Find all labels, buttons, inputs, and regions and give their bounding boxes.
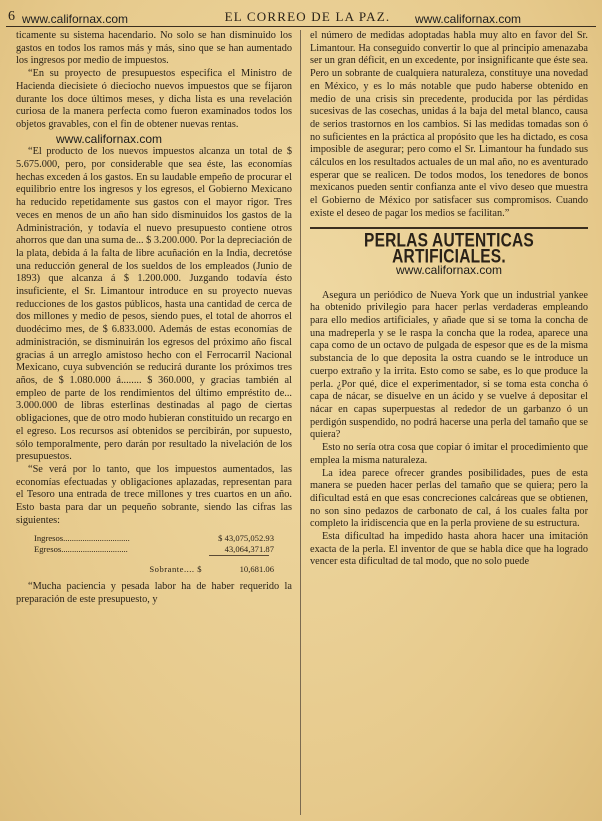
figures-row-ingresos <box>34 533 292 544</box>
figures-row-sobrante <box>34 564 292 575</box>
article-paragraph: Esta dificultad ha impedido hasta ahora hacer una imitación exacta de la perla. El inventor de que se habla dice que ha logrado vencer esta dificultad de tal modo, que no solo puede <box>310 531 588 568</box>
watermark-text: www.californax.com <box>395 262 503 277</box>
article-paragraph: “Mucha paciencia y pesada labor ha de haber requerido la preparación de este presupuesto, y <box>16 580 292 605</box>
sobrante-value: 10,681.06 <box>239 564 274 575</box>
budget-figures <box>34 533 292 575</box>
article-paragraph: Esto no sería otra cosa que copiar ó imitar el procedimiento que emplea la misma naturaleza. <box>310 442 588 466</box>
sobrante-label: Sobrante.... $ <box>149 564 202 575</box>
article-paragraph: ticamente su sistema hacendario. No solo se han disminuido los gastos en todos los ramos más y más, sino que se han aumentado los ingresos por medio de impuestos. <box>16 30 292 67</box>
article-title: PERLAS AUTENTICAS ARTIFICIALES. <box>364 229 534 267</box>
ingresos-label: Ingresos............................... <box>34 533 130 544</box>
header-rule <box>6 26 596 27</box>
article-paragraph: Asegura un periódico de Nueva York que un industrial yankee ha obtenido privilegio para hacer perlas verdaderas empleando para ello medios artificiales, y añade que si se toma la concha de una madreperla y se le raspa la concha que la rodea, aparece una capa como de un octavo de pulgada de espesor que es de la misma substancia de lo que deposita la ostra cuando se le introduce un cuerpo extraño y la irrita. Esto como se sabe, es lo que produce la perla. ¿Por qué, dice el experimentador, si se toma esta concha ó capa de nácar, se disuelve en un ácido y se vuelve á depositar el nácar en capas superpuestas al rededor de un garbanzo ó un perdigón suspendido, no podrá hacerse una perla del tamaño que se quiera? <box>310 289 588 441</box>
left-column <box>16 30 292 816</box>
header-watermark-left: www.californax.com <box>22 12 129 26</box>
masthead: EL CORREO DE LA PAZ. <box>224 9 391 24</box>
column-divider <box>300 30 301 815</box>
article-paragraph: “El producto de los nuevos impuestos alcanza un total de $ 5.675.000, pero, por considerable que sea éste, las economías hechas exceden á los gastos. En su laudable empeño de procurar el equilibrio entre los ingresos y los egresos, el Gobierno Mexicano ha reducido repetidamente sus gastos con el mayor rigor. Tres veces en menos de un año han sido disminuidos los gastos de la Administración, y todavía el nuevo presupuesto contiene otros ahorros que dan una suma de... $ 3.200.000. Por la depreciación de la plata, debida á la falta de libre acuñación en la India, decretóse una reducción general de los sueldos de los empleados (Junio de 1893) que alcanza á $ 1.200.000. Juzgando todavía ésto insuficiente, el Sr. Limantour introduce en su proyecto nuevas reducciones de los gastos públicos, hasta una cantidad de cerca de dos millones y medio de pesos, siendo pues, el total de ahorros el duodécimo mes, de $ 6.833.000. Además de estas economías de administración, se disminuirán los egresos del próximo año fiscal gracias á un arreglo amistoso hecho con el Ferrocarril Nacional Mexicano, cuya subvención se reducirá durante los próximos tres años, de $ 1.080.000 á........ $ 360.000, y gracias también al empleo de parte de los rendimientos del último empréstito de... 3.000.000 de libras esterlinas destinadas al pago de ciertas obligaciones, que de otro modo hubieran constituido un recargo en el egreso. Los recursos así obtenidos se percibirán, por supuesto, sólo temporalmente, pero darán por resultado la nivelación de los presupuestos. <box>16 146 292 463</box>
title-spacer <box>310 278 588 290</box>
egresos-value: 43,064,371.87 <box>224 543 274 554</box>
figures-row-egresos <box>34 544 292 555</box>
figures-separator <box>209 555 269 556</box>
page-number: 6 <box>8 9 15 24</box>
article-paragraph: La idea parece ofrecer grandes posibilidades, pues de esta manera se pueden hacer perlas del tamaño que se quiera; pero la dificultad está en que esas concreciones calcáreas que se obtienen, no son sino pedazos de carbonato de cal, á los cuales falta por completo la iridiscencia que en la perla proviene de su estructura. <box>310 467 588 530</box>
header-watermark-right: www.californax.com <box>415 12 522 26</box>
ingresos-value: $ 43,075,052.93 <box>218 533 274 544</box>
watermark-text: www.californax.com <box>56 131 163 146</box>
egresos-label: Egresos............................... <box>34 543 128 554</box>
right-column <box>310 30 588 816</box>
article-paragraph: “En su proyecto de presupuestos especifica el Ministro de Hacienda diecisiete ó dieciocho nuevos impuestos que se fijaron durante los doce últimos meses, y dicha lista es una revelación curiosa de la manera perfecta como fueron examinados todos los objetos gravables, con el fin de obtener nuevas rentas. <box>16 68 292 130</box>
article-paragraph: el número de medidas adoptadas habla muy alto en favor del Sr. Limantour. Ha conseguido convertir lo que al principio amenazaba ser un gran déficit, en un excedente, por insignificante que éste sea. Pero un sobrante de cualquiera naturaleza, constituye una novedad en México, y es lo más notable que pudo haberse obtenido en medio de una crisis sin precedente, producida por las pérdidas sucesivas de las cosechas, unidas á la baja del metal blanco, causa de serios trastornos en los cambios. Si las medidas tomadas son ó no suficientes en la práctica al propósito que les ha dictado, es cosa imposible de asegurar; pero como el Sr. Limantour ha fundado sus cálculos en los resultados actuales de un mal año, no es aventurado esperar que se realicen. De todos modos, los tenedores de bonos mexicanos pueden sentir confianza ante el vivo deseo que muestra el Gobierno de México por satisfacer sus compromisos. Cuando existe el deseo de pagar los medios se facilitan.” <box>310 30 588 219</box>
page-header <box>0 6 602 28</box>
title-rule <box>310 227 588 229</box>
article-paragraph: “Se verá por lo tanto, que los impuestos aumentados, las economías efectuadas y obligaciones aplazadas, representan para el Tesoro una entrada de trece millones y tres cuartos en un año. Esto basta para dar un pequeño sobrante, siendo las cifras las siguientes: <box>16 463 292 526</box>
